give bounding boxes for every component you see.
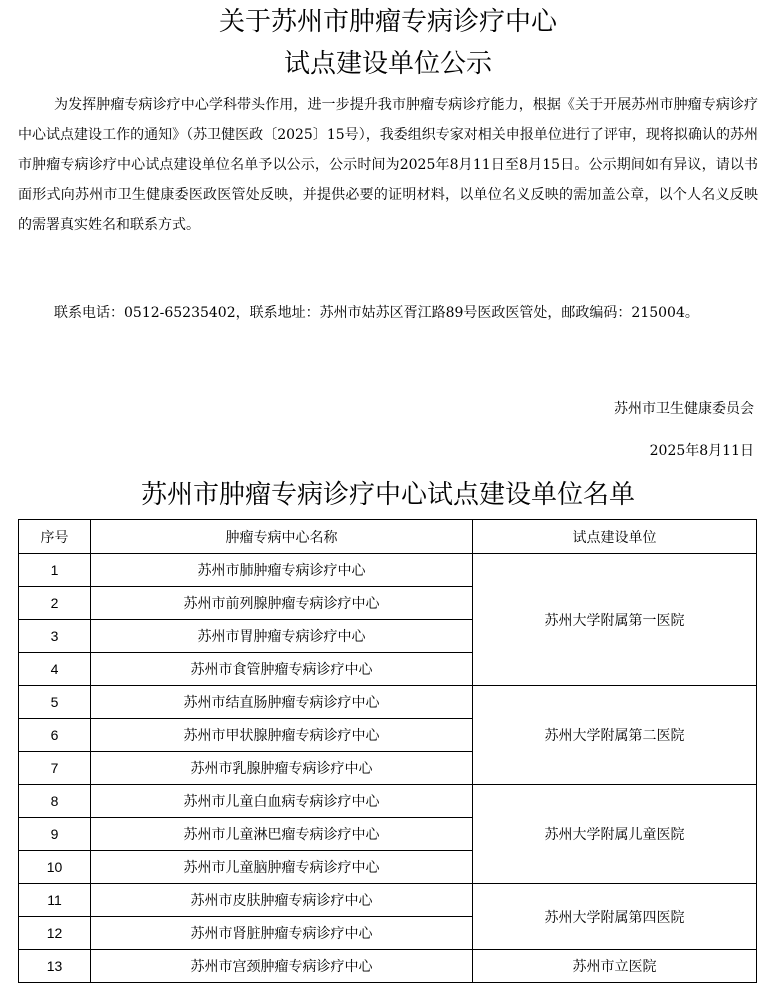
center-name: 苏州市儿童白血病专病诊疗中心	[91, 785, 473, 818]
center-name: 苏州市胃肿瘤专病诊疗中心	[91, 620, 473, 653]
row-number: 1	[19, 554, 91, 587]
notice-title-line1: 关于苏州市肿瘤专病诊疗中心	[218, 7, 557, 37]
row-number: 13	[19, 950, 91, 983]
issue-date: 2025年8月11日	[649, 443, 754, 459]
unit-list-table	[18, 519, 757, 983]
unit-name: 苏州市立医院	[473, 950, 757, 983]
table-row	[19, 950, 757, 983]
row-number: 2	[19, 587, 91, 620]
center-name: 苏州市结直肠肿瘤专病诊疗中心	[91, 686, 473, 719]
table-row	[19, 554, 757, 587]
row-number: 7	[19, 752, 91, 785]
center-name: 苏州市儿童淋巴瘤专病诊疗中心	[91, 818, 473, 851]
center-name: 苏州市甲状腺肿瘤专病诊疗中心	[91, 719, 473, 752]
header-unit: 试点建设单位	[473, 520, 757, 554]
center-name: 苏州市食管肿瘤专病诊疗中心	[91, 653, 473, 686]
table-row	[19, 884, 757, 917]
row-number: 6	[19, 719, 91, 752]
list-title: 苏州市肿瘤专病诊疗中心试点建设单位名单	[140, 480, 635, 510]
center-name: 苏州市肾脏肿瘤专病诊疗中心	[91, 917, 473, 950]
row-number: 5	[19, 686, 91, 719]
unit-name: 苏州大学附属第一医院	[473, 554, 757, 686]
row-number: 3	[19, 620, 91, 653]
row-number: 9	[19, 818, 91, 851]
row-number: 10	[19, 851, 91, 884]
header-number: 序号	[19, 520, 91, 554]
notice-title-line2: 试点建设单位公示	[283, 49, 492, 79]
header-center-name: 肿瘤专病中心名称	[91, 520, 473, 554]
center-name: 苏州市前列腺肿瘤专病诊疗中心	[91, 587, 473, 620]
center-name: 苏州市皮肤肿瘤专病诊疗中心	[91, 884, 473, 917]
notice-body-paragraph: 为发挥肿瘤专病诊疗中心学科带头作用，进一步提升我市肿瘤专病诊疗能力，根据《关于开展苏州市肿瘤专病诊疗中心试点建设工作的通知》（苏卫健医政〔2025〕15号），我委组织专家对相关申报单位进行了评审，现将拟确认的苏州市肿瘤专病诊疗中心试点建设单位名单予以公示，公示时间为2025年8月11日至8月15日。公示期间如有异议，请以书面形式向苏州市卫生健康委医政医管处反映，并提供必要的证明材料，以单位名义反映的需加盖公章，以个人名义反映的需署真实姓名和联系方式。	[18, 97, 758, 233]
table-row	[19, 686, 757, 719]
row-number: 8	[19, 785, 91, 818]
contact-paragraph: 联系电话：0512-65235402，联系地址：苏州市姑苏区胥江路89号医政医管处，邮政编码：215004。	[54, 305, 699, 321]
center-name: 苏州市乳腺肿瘤专病诊疗中心	[91, 752, 473, 785]
table-header-row	[19, 520, 757, 554]
row-number: 11	[19, 884, 91, 917]
row-number: 12	[19, 917, 91, 950]
table-row	[19, 785, 757, 818]
center-name: 苏州市肺肿瘤专病诊疗中心	[91, 554, 473, 587]
unit-name: 苏州大学附属儿童医院	[473, 785, 757, 884]
center-name: 苏州市宫颈肿瘤专病诊疗中心	[91, 950, 473, 983]
row-number: 4	[19, 653, 91, 686]
unit-name: 苏州大学附属第四医院	[473, 884, 757, 950]
unit-name: 苏州大学附属第二医院	[473, 686, 757, 785]
issuer-name: 苏州市卫生健康委员会	[614, 401, 754, 417]
center-name: 苏州市儿童脑肿瘤专病诊疗中心	[91, 851, 473, 884]
